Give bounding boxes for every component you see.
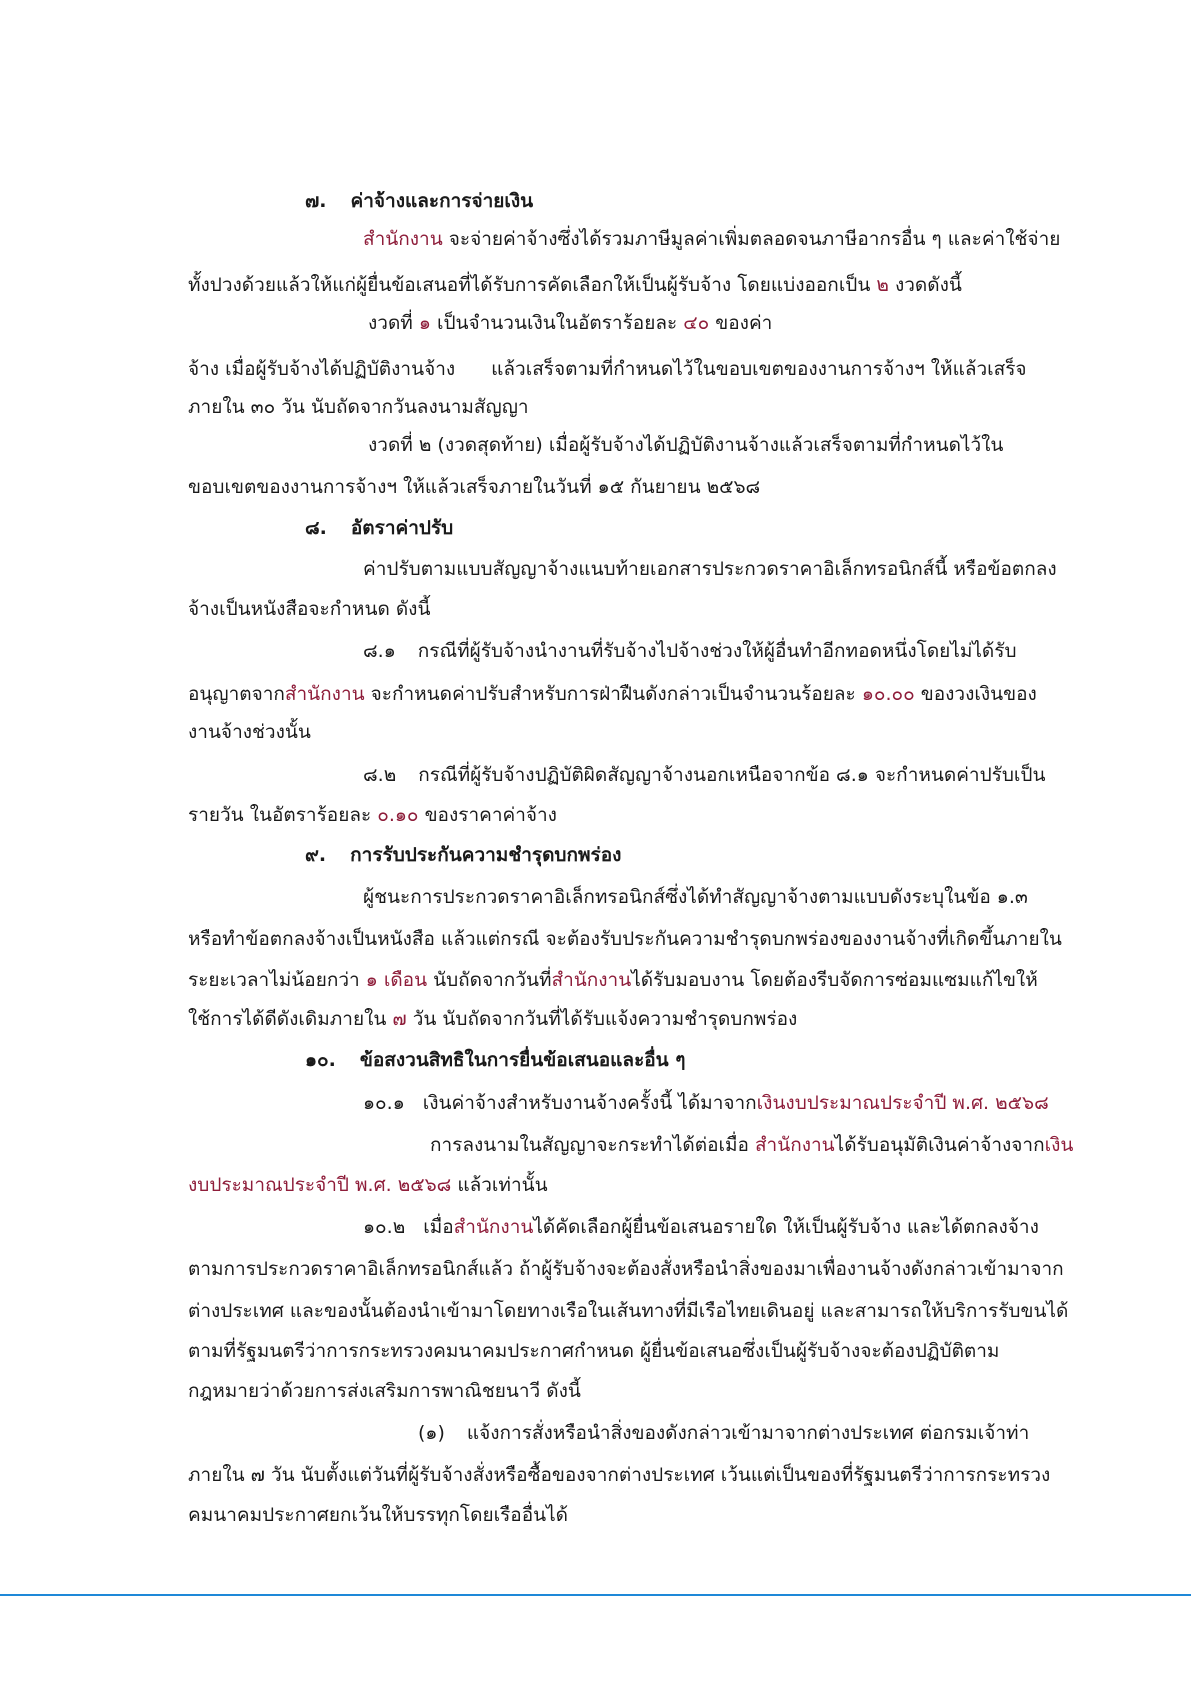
s10-clause-1-line-1: ๑๐.๑ เงินค่าจ้างสำหรับงานจ้างครั้งนี้ ได้มาจากเงินงบประมาณประจำปี พ.ศ. ๒๕๖๘ (363, 1092, 1049, 1114)
section-title: การรับประกันความชำรุดบกพร่อง (350, 844, 622, 866)
s7-installment-1-line-3: ภายใน ๓๐ วัน นับถัดจากวันลงนามสัญญา (188, 396, 529, 418)
s10-clause-1-line-2: การลงนามในสัญญาจะกระทำได้ต่อเมื่อ สำนักงานได้รับอนุมัติเงินค่าจ้างจากเงิน (430, 1134, 1074, 1156)
section-number: ๙. (305, 844, 327, 866)
section-title: ค่าจ้างและการจ่ายเงิน (350, 190, 534, 212)
section-number: ๗. (305, 190, 327, 212)
s8-clause-2-line-2: รายวัน ในอัตราร้อยละ ๐.๑๐ ของราคาค่าจ้าง (188, 804, 557, 826)
s8-clause-1-line-2: อนุญาตจากสำนักงาน จะกำหนดค่าปรับสำหรับการฝ่าฝืนดังกล่าวเป็นจำนวนร้อยละ ๑๐.๐๐ ของวงเงินของ (188, 683, 1037, 705)
s10-sub-1-line-3: คมนาคมประกาศยกเว้นให้บรรทุกโดยเรืออื่นได้ (188, 1504, 568, 1526)
s8-paragraph-line-1: ค่าปรับตามแบบสัญญาจ้างแนบท้ายเอกสารประกวดราคาอิเล็กทรอนิกส์นี้ หรือข้อตกลง (363, 558, 1057, 580)
section-9-heading (305, 842, 621, 868)
s8-clause-2-line-1: ๘.๒ กรณีที่ผู้รับจ้างปฏิบัติผิดสัญญาจ้างนอกเหนือจากข้อ ๘.๑ จะกำหนดค่าปรับเป็น (363, 764, 1046, 786)
section-7-heading (305, 188, 533, 214)
s9-line-2: หรือทำข้อตกลงจ้างเป็นหนังสือ แล้วแต่กรณี จะต้องรับประกันความชำรุดบกพร่องของงานจ้างที่เกิดขึ้นภายใน (188, 928, 1062, 950)
section-title: ข้อสงวนสิทธิในการยื่นข้อเสนอและอื่น ๆ (359, 1049, 686, 1071)
section-8-heading (305, 515, 453, 541)
section-title: อัตราค่าปรับ (350, 517, 454, 539)
s8-paragraph-line-2: จ้างเป็นหนังสือจะกำหนด ดังนี้ (188, 598, 431, 620)
s8-clause-1-line-1: ๘.๑ กรณีที่ผู้รับจ้างนำงานที่รับจ้างไปจ้างช่วงให้ผู้อื่นทำอีกทอดหนึ่งโดยไม่ได้รับ (363, 640, 1017, 662)
s10-clause-2-line-1: ๑๐.๒ เมื่อสำนักงานได้คัดเลือกผู้ยื่นข้อเสนอรายใด ให้เป็นผู้รับจ้าง และได้ตกลงจ้าง (363, 1216, 1039, 1238)
s7-installment-2-line-1: งวดที่ ๒ (งวดสุดท้าย) เมื่อผู้รับจ้างได้ปฏิบัติงานจ้างแล้วเสร็จตามที่กำหนดไว้ใน (368, 434, 1004, 456)
s10-clause-2-line-4: ตามที่รัฐมนตรีว่าการกระทรวงคมนาคมประกาศกำหนด ผู้ยื่นข้อเสนอซึ่งเป็นผู้รับจ้างจะต้องปฏิบัติตาม (188, 1340, 1000, 1362)
s10-sub-1-line-1: (๑) แจ้งการสั่งหรือนำสิ่งของดังกล่าวเข้ามาจากต่างประเทศ ต่อกรมเจ้าท่า (418, 1422, 1030, 1444)
s7-installment-1-line-1: งวดที่ ๑ เป็นจำนวนเงินในอัตราร้อยละ ๔๐ ของค่า (368, 312, 773, 334)
section-number: ๘. (305, 517, 327, 539)
s8-clause-1-line-3: งานจ้างช่วงนั้น (188, 721, 311, 743)
s10-clause-2-line-5: กฎหมายว่าด้วยการส่งเสริมการพาณิชยนาวี ดังนี้ (188, 1380, 581, 1402)
s10-clause-2-line-3: ต่างประเทศ และของนั้นต้องนำเข้ามาโดยทางเรือในเส้นทางที่มีเรือไทยเดินอยู่ และสามารถให้บริการรับขนได้ (188, 1300, 1069, 1322)
footer-rule (0, 1594, 1191, 1596)
s9-line-1: ผู้ชนะการประกวดราคาอิเล็กทรอนิกส์ซึ่งได้ทำสัญญาจ้างตามแบบดังระบุในข้อ ๑.๓ (363, 886, 1028, 908)
s10-clause-2-line-2: ตามการประกวดราคาอิเล็กทรอนิกส์แล้ว ถ้าผู้รับจ้างจะต้องสั่งหรือนำสิ่งของมาเพื่องานจ้างดังกล่าวเข้ามาจาก (188, 1258, 1064, 1280)
s7-paragraph-line-1: สำนักงาน จะจ่ายค่าจ้างซึ่งได้รวมภาษีมูลค่าเพิ่มตลอดจนภาษีอากรอื่น ๆ และค่าใช้จ่าย (363, 228, 1061, 250)
s9-line-3: ระยะเวลาไม่น้อยกว่า ๑ เดือน นับถัดจากวันที่สำนักงานได้รับมอบงาน โดยต้องรีบจัดการซ่อมแซมแก้ไขให้ (188, 969, 1038, 991)
s7-paragraph-line-2: ทั้งปวงด้วยแล้วให้แก่ผู้ยื่นข้อเสนอที่ได้รับการคัดเลือกให้เป็นผู้รับจ้าง โดยแบ่งออกเป็น ๒ งวดดังนี้ (188, 274, 962, 296)
section-10-heading (305, 1047, 686, 1073)
section-number: ๑๐. (305, 1049, 336, 1071)
s9-line-4: ใช้การได้ดีดังเดิมภายใน ๗ วัน นับถัดจากวันที่ได้รับแจ้งความชำรุดบกพร่อง (188, 1008, 798, 1030)
s10-clause-1-line-3: งบประมาณประจำปี พ.ศ. ๒๕๖๘ แล้วเท่านั้น (188, 1174, 548, 1196)
s7-installment-2-line-2: ขอบเขตของงานการจ้างฯ ให้แล้วเสร็จภายในวันที่ ๑๕ กันยายน ๒๕๖๘ (188, 476, 761, 498)
s10-sub-1-line-2: ภายใน ๗ วัน นับตั้งแต่วันที่ผู้รับจ้างสั่งหรือซื้อของจากต่างประเทศ เว้นแต่เป็นของที่รัฐมนตรีว่าการกระทรวง (188, 1464, 1051, 1486)
s7-installment-1-line-2: จ้าง เมื่อผู้รับจ้างได้ปฏิบัติงานจ้าง แล้วเสร็จตามที่กำหนดไว้ในขอบเขตของงานการจ้างฯ ให้แล้วเสร็จ (188, 358, 1027, 380)
